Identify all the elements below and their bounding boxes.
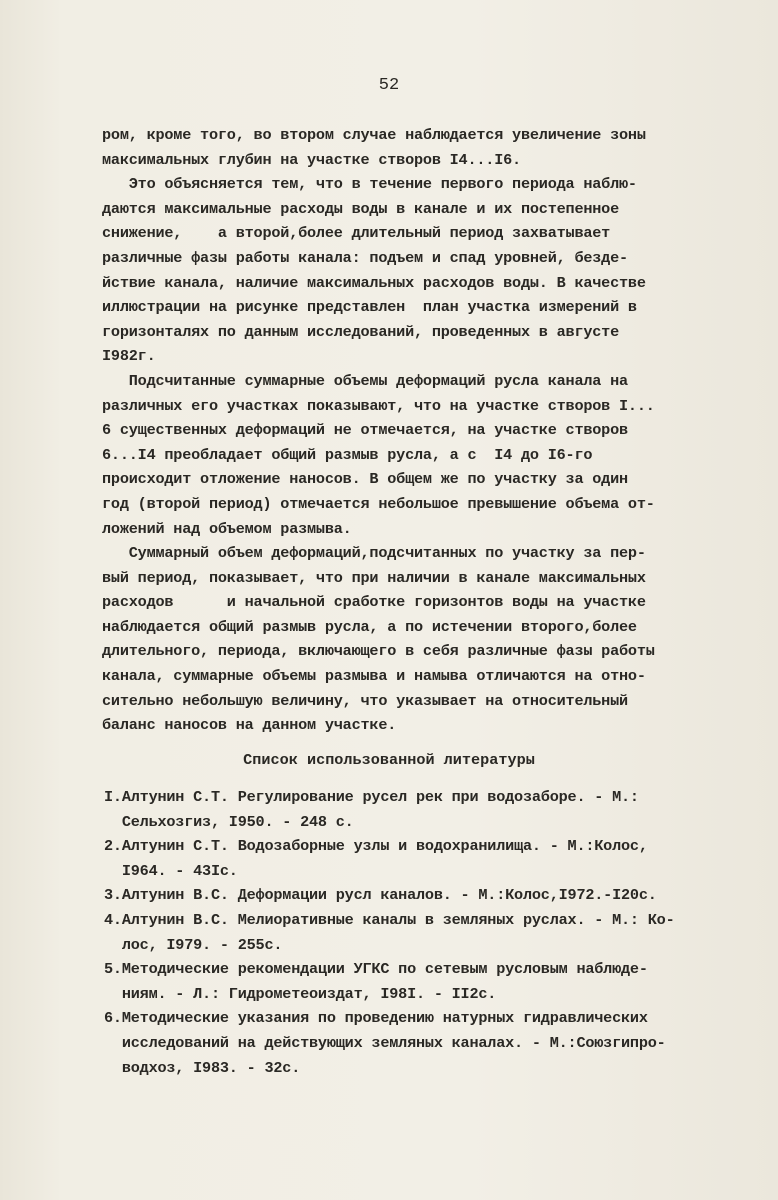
reference-line: 5.Методические рекомендации УГКС по сетевым русловым наблюде- [104,960,648,979]
reference-line: 4.Алтунин В.С. Мелиоративные каналы в земляных руслах. - М.: Ко- [104,910,675,929]
body-line: 6 существенных деформаций не отмечается, на участке створов [102,421,628,440]
body-line: различных его участках показывают, что на участке створов I... [102,396,655,415]
body-line: длительного, периода, включающего в себя различные фазы работы [102,642,655,661]
references-list [104,785,724,1080]
body-line: I982г. [102,347,156,366]
references-title: Список использованной литературы [243,751,535,769]
reference-line: лос, I979. - 255с. [104,935,283,954]
reference-line: 6.Методические указания по проведению натурных гидравлических [104,1009,648,1028]
reference-line: Сельхозгиз, I950. - 248 с. [104,812,354,831]
body-line: ром, кроме того, во втором случае наблюдается увеличение зоны [102,126,646,144]
reference-line: ниям. - Л.: Гидрометеоиздат, I98I. - II2с. [104,984,497,1003]
body-line: различные фазы работы канала: подъем и спад уровней, безде- [102,248,628,267]
body-line: год (второй период) отмечается небольшое превышение объема от- [102,494,655,513]
body-line: Это объясняется тем, что в течение первого периода наблю- [102,175,637,194]
body-line: расходов и начальной сработке горизонтов воды на участке [102,593,646,612]
reference-line: исследований на действующих земляных каналах. - М.:Союзгипро- [104,1033,666,1052]
body-line: сительно небольшую величину, что указывает на относительный [102,691,628,710]
body-line: горизонталях по данным исследований, проведенных в августе [102,322,620,341]
body-line: происходит отложение наносов. В общем же по участку за один [102,470,628,489]
body-line: йствие канала, наличие максимальных расходов воды. В качестве [102,273,646,292]
reference-line: I964. - 43Iс. [104,861,238,880]
reference-line: водхоз, I983. - 32с. [104,1058,301,1077]
body-line: канала, суммарные объемы размыва и намыва отличаются на отно- [102,667,646,686]
body-line: даются максимальные расходы воды в канале и их постепенное [102,199,620,218]
body-text [102,123,722,738]
reference-line: I.Алтунин С.Т. Регулирование русел рек при водозаборе. - М.: [104,788,639,806]
body-line: 6...I4 преобладает общий размыв русла, а с I4 до I6-го [102,445,593,464]
body-line: максимальных глубин на участке створов I4...I6. [102,150,521,169]
body-line: наблюдается общий размыв русла, а по истечении второго,более [102,617,637,636]
body-line: Подсчитанные суммарные объемы деформаций русла канала на [102,371,628,390]
body-line: ложений над объемом размыва. [102,519,352,538]
page-number: 52 [378,76,400,95]
body-line: Суммарный объем деформаций,подсчитанных по участку за пер- [102,544,646,563]
reference-line: 2.Алтунин С.Т. Водозаборные узлы и водохранилища. - М.:Колос, [104,837,648,856]
reference-line: 3.Алтунин В.С. Деформации русл каналов. - М.:Колос,I972.-I20с. [104,886,657,905]
body-line: баланс наносов на данном участке. [102,716,397,735]
body-line: вый период, показывает, что при наличии в канале максимальных [102,568,646,587]
body-line: иллюстрации на рисунке представлен план участка измерений в [102,298,637,317]
body-line: снижение, а второй,более длительный период захватывает [102,224,611,243]
